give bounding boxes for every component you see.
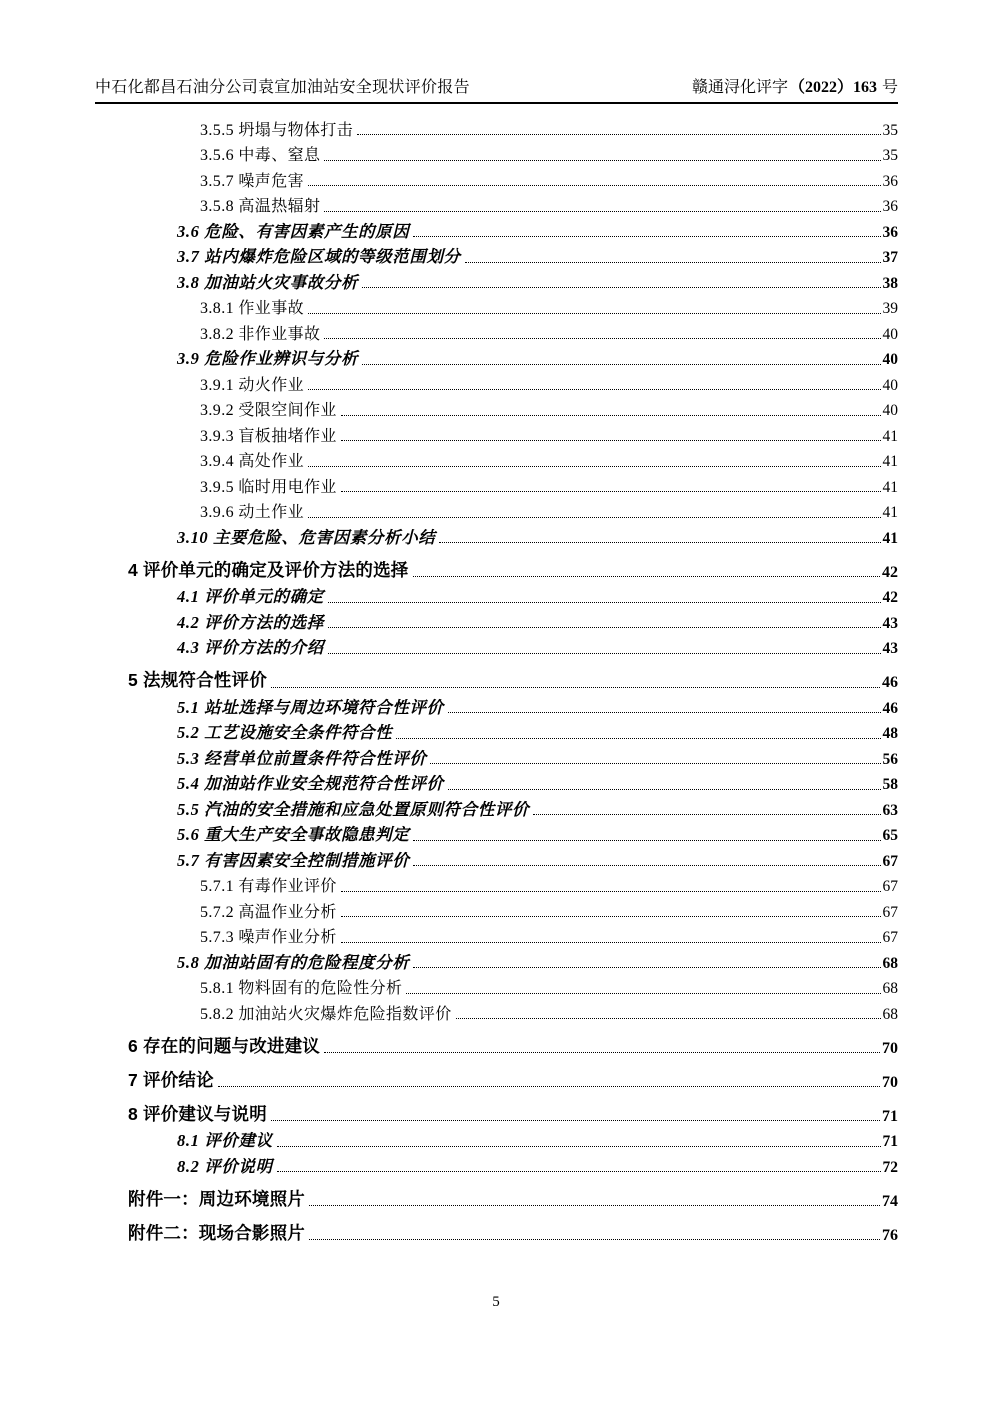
- toc-entry: [95, 1066, 898, 1092]
- toc-entry: [95, 191, 898, 217]
- toc-leader-dots: [341, 491, 881, 492]
- toc-entry-label: 5.8.2 加油站火灾爆炸危险指数评价: [200, 1005, 452, 1023]
- toc-entry-page: 35: [882, 121, 898, 139]
- toc-entry-page: 63: [882, 801, 898, 819]
- toc-entry-page: 41: [882, 427, 898, 445]
- toc-entry-label: 4.1 评价单元的确定: [177, 587, 324, 606]
- toc-entry: [95, 446, 898, 472]
- toc-leader-dots: [533, 814, 880, 815]
- toc-entry-page: 43: [882, 640, 898, 657]
- toc-entry-label: 5.5 汽油的安全措施和应急处置原则符合性评价: [177, 799, 530, 819]
- toc-leader-dots: [277, 1146, 881, 1147]
- toc-leader-dots: [308, 185, 880, 186]
- toc-leader-dots: [341, 942, 881, 943]
- toc-entry-page: 70: [882, 1039, 898, 1057]
- toc-leader-dots: [341, 415, 881, 416]
- toc-entry-page: 65: [882, 827, 898, 844]
- toc-entry: [95, 633, 898, 659]
- toc-entry-label: 3.9.6 动土作业: [200, 504, 305, 521]
- toc-entry: [95, 871, 898, 897]
- header-docnum-suffix: 号: [881, 79, 898, 96]
- toc-entry: [95, 114, 898, 140]
- toc-entry: [95, 1151, 898, 1177]
- toc-entry: [95, 922, 898, 948]
- toc-entry: [95, 556, 898, 582]
- toc-entry-page: 74: [882, 1192, 898, 1210]
- toc-entry: [95, 242, 898, 268]
- toc-entry-page: 35: [882, 147, 898, 164]
- toc-leader-dots: [328, 627, 881, 628]
- toc-entry: [95, 497, 898, 523]
- toc-entry-label: 5.8.1 物料固有的危险性分析: [200, 980, 403, 997]
- toc-entry-label: 5 法规符合性评价: [128, 670, 267, 690]
- toc-entry-page: 40: [882, 325, 898, 343]
- toc-entry-label: 3.9.3 盲板抽堵作业: [200, 427, 337, 445]
- toc-leader-dots: [341, 891, 881, 892]
- header-report-title: 中石化都昌石油分公司袁宣加油站安全现状评价报告: [95, 79, 470, 96]
- toc-entry-label: 5.7.3 噪声作业分析: [200, 929, 337, 946]
- toc-entry-label: 3.8.2 非作业事故: [200, 325, 321, 343]
- toc-entry-page: 38: [882, 274, 898, 292]
- toc-entry-label: 3.9 危险作业辨识与分析: [177, 349, 359, 368]
- toc-entry-label: 3.10 主要危险、危害因素分析小结: [177, 527, 436, 547]
- toc-entry: [95, 267, 898, 293]
- toc-entry-page: 67: [882, 929, 898, 946]
- toc-leader-dots: [271, 1120, 880, 1121]
- toc-leader-dots: [308, 389, 880, 390]
- toc-entry: [95, 998, 898, 1024]
- toc-entry-label: 8.2 评价说明: [177, 1156, 273, 1176]
- toc-entry-label: 5.8 加油站固有的危险程度分析: [177, 952, 410, 972]
- toc-entry: [95, 1185, 898, 1211]
- toc-entry-page: 67: [882, 878, 898, 895]
- toc-entry-page: 48: [882, 725, 898, 742]
- toc-entry: [95, 318, 898, 344]
- toc-entry-label: 4 评价单元的确定及评价方法的选择: [128, 559, 409, 580]
- toc-entry-page: 36: [882, 223, 898, 241]
- toc-entry-label: 8.1 评价建议: [177, 1131, 273, 1150]
- toc-entry-label: 3.9.5 临时用电作业: [200, 478, 337, 496]
- toc-leader-dots: [448, 789, 881, 790]
- toc-entry: [95, 471, 898, 497]
- toc-entry-label: 6 存在的问题与改进建议: [128, 1035, 320, 1056]
- toc-entry-label: 5.7.2 高温作业分析: [200, 903, 337, 921]
- toc-entry-page: 46: [882, 699, 898, 717]
- toc-entry: [95, 582, 898, 608]
- toc-entry: [95, 743, 898, 769]
- toc-entry: [95, 216, 898, 242]
- toc-entry-page: 68: [882, 980, 898, 997]
- toc-entry: [95, 1032, 898, 1058]
- toc-entry-page: 42: [882, 589, 898, 606]
- toc-entry: [95, 395, 898, 421]
- toc-entry: [95, 820, 898, 846]
- toc-entry-label: 5.7.1 有毒作业评价: [200, 878, 337, 895]
- toc-entry: [95, 344, 898, 370]
- toc-entry-label: 5.2 工艺设施安全条件符合性: [177, 723, 393, 742]
- toc-entry-label: 7 评价结论: [128, 1069, 214, 1090]
- toc-entry: [95, 369, 898, 395]
- toc-entry: [95, 896, 898, 922]
- toc-entry: [95, 1219, 898, 1245]
- toc-entry-page: 41: [882, 529, 898, 547]
- toc-leader-dots: [308, 517, 880, 518]
- toc-entry-label: 5.4 加油站作业安全规范符合性评价: [177, 774, 444, 793]
- toc-entry: [95, 522, 898, 548]
- toc-entry-page: 37: [882, 249, 898, 266]
- toc-entry: [95, 165, 898, 191]
- toc-entry-page: 67: [882, 903, 898, 921]
- toc-entry: [95, 607, 898, 633]
- toc-entry-label: 附件二：现场合影照片: [128, 1222, 305, 1243]
- toc-entry-label: 3.5.5 坍塌与物体打击: [200, 121, 354, 139]
- toc-leader-dots: [309, 1239, 880, 1240]
- toc-leader-dots: [413, 865, 880, 866]
- toc-leader-dots: [362, 364, 880, 365]
- toc-entry: [95, 947, 898, 973]
- toc-entry-label: 3.9.1 动火作业: [200, 376, 305, 394]
- toc-entry-page: 40: [882, 376, 898, 394]
- toc-entry-page: 71: [882, 1133, 898, 1150]
- toc-entry-label: 5.1 站址选择与周边环境符合性评价: [177, 697, 444, 717]
- toc-entry-page: 41: [882, 504, 898, 521]
- toc-entry-page: 72: [882, 1158, 898, 1176]
- toc-leader-dots: [324, 1052, 880, 1053]
- toc-entry-label: 3.9.4 高处作业: [200, 453, 305, 470]
- toc-entry-page: 43: [882, 614, 898, 632]
- toc-entry: [95, 1100, 898, 1126]
- toc-entry-page: 41: [882, 478, 898, 496]
- toc-entry-page: 71: [882, 1107, 898, 1125]
- toc-entry-page: 42: [882, 563, 898, 581]
- toc-leader-dots: [413, 967, 880, 968]
- toc-leader-dots: [308, 466, 880, 467]
- toc-leader-dots: [448, 712, 881, 713]
- toc-entry-page: 39: [882, 300, 898, 317]
- toc-entry-page: 36: [882, 172, 898, 190]
- toc-entry-page: 68: [882, 1005, 898, 1023]
- toc-entry-page: 58: [882, 776, 898, 793]
- toc-leader-dots: [277, 1171, 881, 1172]
- toc-leader-dots: [413, 576, 881, 577]
- toc-leader-dots: [218, 1086, 880, 1087]
- toc-leader-dots: [324, 211, 880, 212]
- toc-entry-label: 3.9.2 受限空间作业: [200, 402, 337, 419]
- toc-entry: [95, 293, 898, 319]
- toc-entry-label: 5.3 经营单位前置条件符合性评价: [177, 748, 427, 768]
- toc-leader-dots: [406, 993, 880, 994]
- toc-leader-dots: [430, 763, 880, 764]
- toc-leader-dots: [465, 262, 881, 263]
- toc-leader-dots: [413, 840, 880, 841]
- toc-leader-dots: [439, 542, 880, 543]
- toc-entry-page: 40: [882, 351, 898, 368]
- toc-entry-page: 76: [882, 1226, 898, 1244]
- toc-entry: [95, 1126, 898, 1152]
- toc-entry: [95, 794, 898, 820]
- toc-entry: [95, 692, 898, 718]
- toc-leader-dots: [396, 738, 880, 739]
- toc-entry-label: 3.8 加油站火灾事故分析: [177, 272, 359, 292]
- table-of-contents: [95, 114, 898, 1245]
- toc-leader-dots: [309, 1205, 880, 1206]
- toc-leader-dots: [324, 338, 880, 339]
- toc-entry-page: 46: [882, 674, 898, 691]
- header-docnum-issue: （2022）163: [788, 79, 877, 96]
- toc-entry: [95, 769, 898, 795]
- toc-leader-dots: [362, 287, 880, 288]
- toc-entry-page: 68: [882, 954, 898, 972]
- toc-leader-dots: [328, 602, 881, 603]
- toc-entry: [95, 420, 898, 446]
- toc-entry-label: 3.7 站内爆炸危险区域的等级范围划分: [177, 247, 461, 266]
- toc-entry-label: 附件一：周边环境照片: [128, 1188, 305, 1209]
- toc-entry: [95, 845, 898, 871]
- header-document-number: [692, 74, 898, 97]
- toc-entry: [95, 667, 898, 693]
- toc-leader-dots: [308, 313, 880, 314]
- toc-entry: [95, 718, 898, 744]
- toc-entry-label: 3.5.6 中毒、窒息: [200, 147, 321, 164]
- toc-leader-dots: [456, 1018, 881, 1019]
- toc-entry-page: 70: [882, 1073, 898, 1091]
- header-docnum-agency: 赣通浔化评字: [691, 79, 788, 96]
- toc-entry-label: 3.5.8 高温热辐射: [200, 198, 321, 215]
- toc-entry-label: 4.3 评价方法的介绍: [177, 638, 324, 657]
- toc-leader-dots: [357, 134, 880, 135]
- toc-leader-dots: [324, 160, 880, 161]
- toc-leader-dots: [341, 440, 881, 441]
- toc-entry-label: 3.6 危险、有害因素产生的原因: [177, 221, 410, 241]
- toc-entry-label: 8 评价建议与说明: [128, 1103, 267, 1124]
- footer-page-number: 5: [492, 1294, 500, 1310]
- toc-entry-label: 4.2 评价方法的选择: [177, 612, 324, 632]
- toc-entry-label: 3.8.1 作业事故: [200, 300, 305, 317]
- toc-entry: [95, 973, 898, 999]
- toc-leader-dots: [413, 236, 880, 237]
- toc-leader-dots: [328, 653, 881, 654]
- page-header: [95, 0, 898, 104]
- toc-entry: [95, 140, 898, 166]
- toc-entry-page: 67: [882, 852, 898, 870]
- toc-entry-page: 41: [882, 453, 898, 470]
- toc-leader-dots: [341, 916, 881, 917]
- toc-leader-dots: [271, 687, 880, 688]
- toc-entry-page: 36: [882, 198, 898, 215]
- toc-entry-label: 3.5.7 噪声危害: [200, 172, 305, 190]
- toc-entry-label: 5.6 重大生产安全事故隐患判定: [177, 825, 410, 844]
- toc-entry-page: 40: [882, 402, 898, 419]
- toc-entry-label: 5.7 有害因素安全控制措施评价: [177, 850, 410, 870]
- toc-entry-page: 56: [882, 750, 898, 768]
